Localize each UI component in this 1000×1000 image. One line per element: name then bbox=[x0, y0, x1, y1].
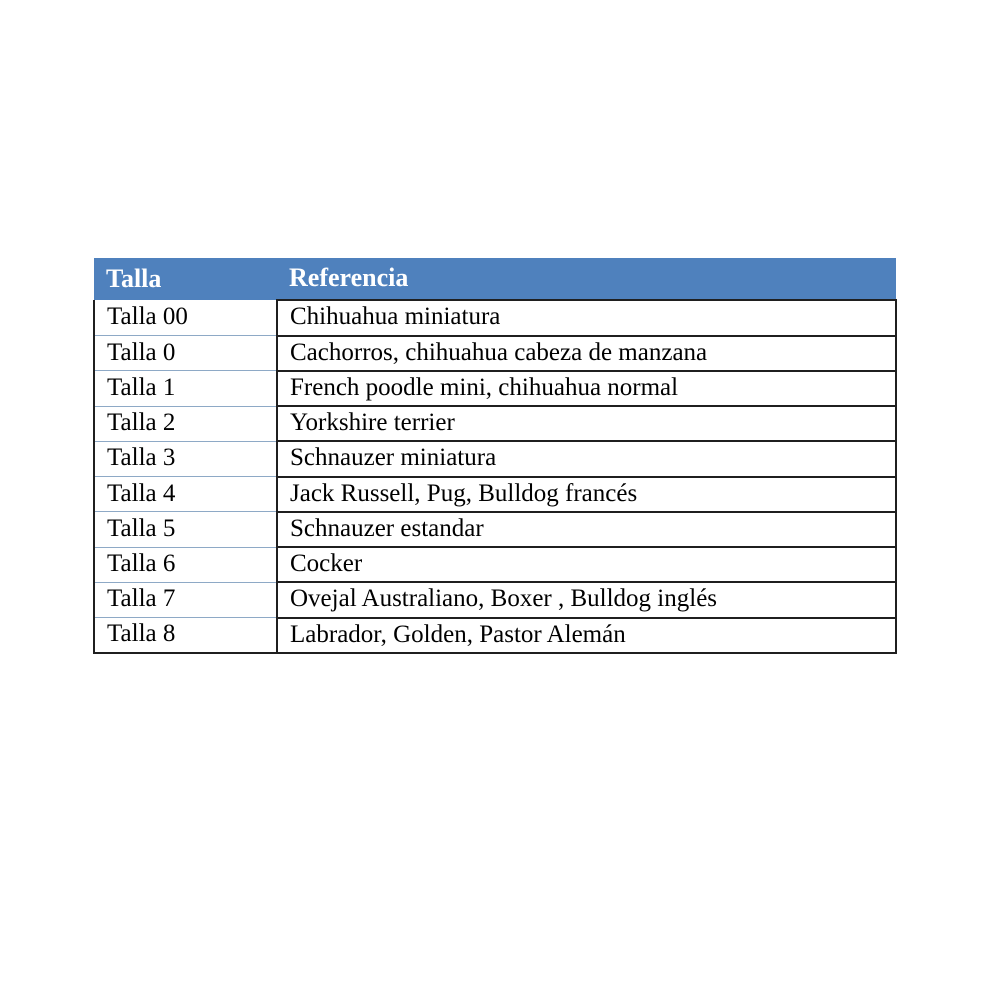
table-header-row bbox=[94, 258, 896, 300]
cell-talla: Talla 3 bbox=[94, 441, 277, 476]
table-row bbox=[94, 477, 896, 512]
cell-referencia: Jack Russell, Pug, Bulldog francés bbox=[277, 477, 896, 512]
cell-talla: Talla 1 bbox=[94, 371, 277, 406]
table-row bbox=[94, 582, 896, 617]
cell-talla: Talla 8 bbox=[94, 618, 277, 653]
cell-talla: Talla 7 bbox=[94, 582, 277, 617]
cell-referencia: Ovejal Australiano, Boxer , Bulldog inglés bbox=[277, 582, 896, 617]
cell-talla: Talla 4 bbox=[94, 477, 277, 512]
cell-referencia: Cachorros, chihuahua cabeza de manzana bbox=[277, 336, 896, 371]
cell-talla: Talla 2 bbox=[94, 406, 277, 441]
cell-referencia: French poodle mini, chihuahua normal bbox=[277, 371, 896, 406]
table-row bbox=[94, 512, 896, 547]
table-header bbox=[94, 258, 896, 300]
table-row bbox=[94, 406, 896, 441]
cell-talla: Talla 6 bbox=[94, 547, 277, 582]
cell-talla: Talla 0 bbox=[94, 336, 277, 371]
table-row bbox=[94, 441, 896, 476]
column-header-talla: Talla bbox=[94, 258, 277, 300]
size-reference-table bbox=[93, 258, 897, 654]
cell-referencia: Schnauzer miniatura bbox=[277, 441, 896, 476]
table-row bbox=[94, 371, 896, 406]
table-row bbox=[94, 618, 896, 653]
cell-referencia: Chihuahua miniatura bbox=[277, 300, 896, 335]
table-row bbox=[94, 300, 896, 335]
table-body bbox=[94, 300, 896, 653]
cell-referencia: Cocker bbox=[277, 547, 896, 582]
table-row bbox=[94, 547, 896, 582]
cell-referencia: Yorkshire terrier bbox=[277, 406, 896, 441]
cell-talla: Talla 5 bbox=[94, 512, 277, 547]
column-header-referencia: Referencia bbox=[277, 258, 896, 300]
cell-referencia: Labrador, Golden, Pastor Alemán bbox=[277, 618, 896, 653]
cell-talla: Talla 00 bbox=[94, 300, 277, 335]
table-row bbox=[94, 336, 896, 371]
cell-referencia: Schnauzer estandar bbox=[277, 512, 896, 547]
